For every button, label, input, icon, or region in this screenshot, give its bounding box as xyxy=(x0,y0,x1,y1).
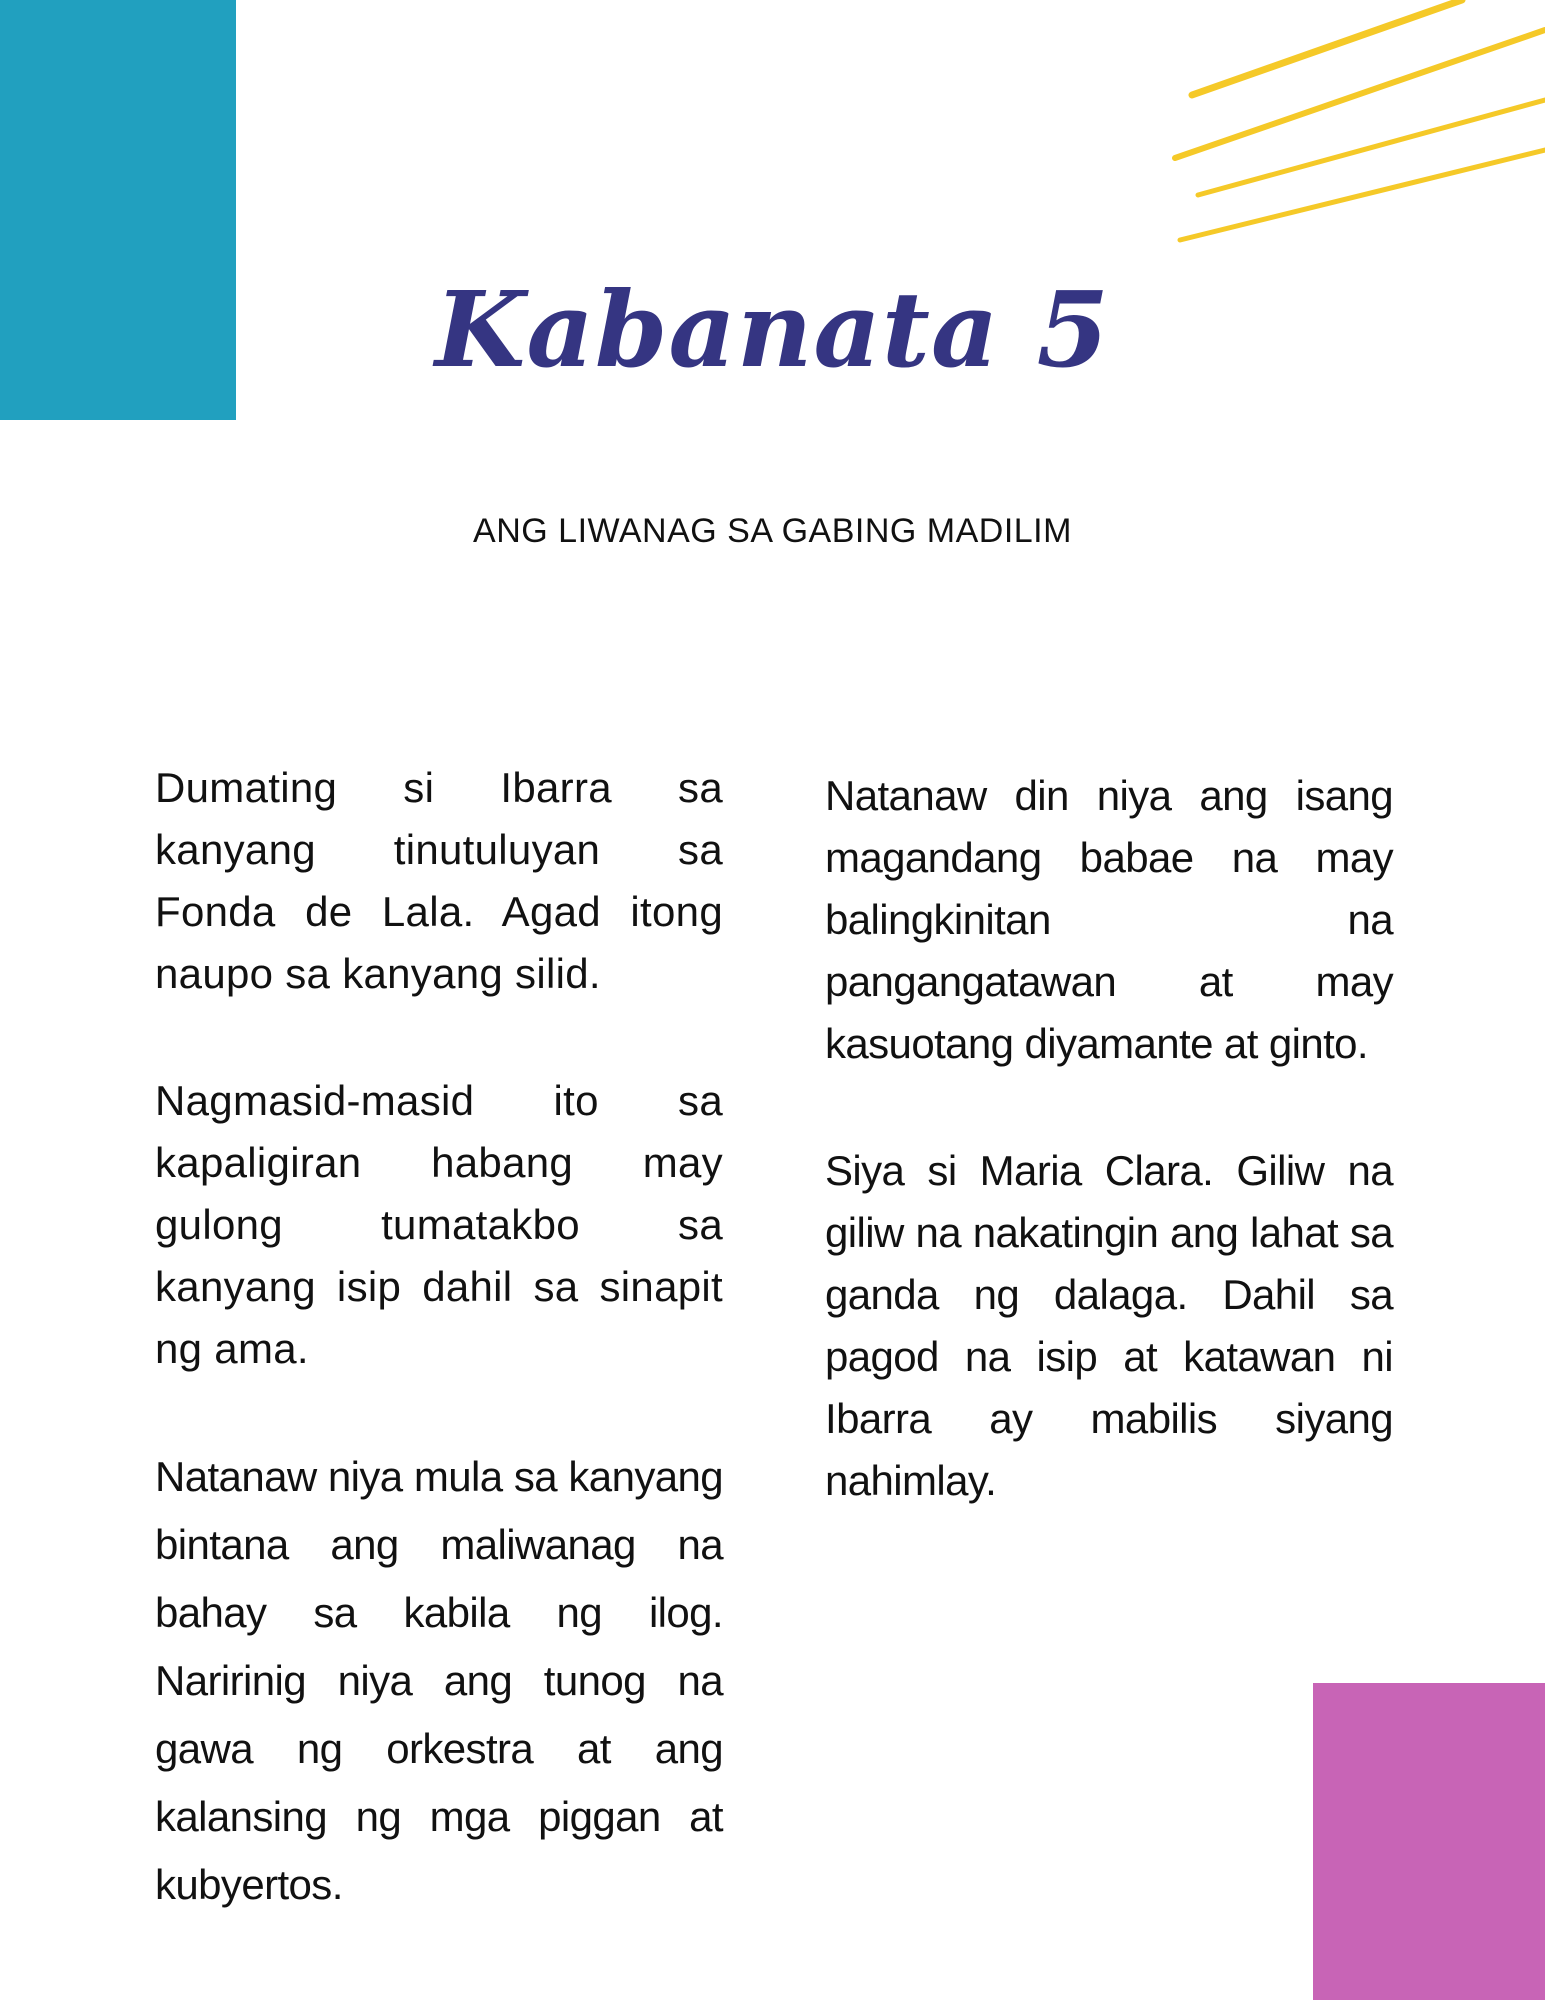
paragraph: Natanaw din niya ang isang magandang babae na may balingkinitan na pangangatawan at may kasuotang diyamante at ginto. xyxy=(825,772,1393,1067)
magenta-corner-block xyxy=(1313,1683,1545,2000)
yellow-stroke-line xyxy=(1175,30,1545,158)
yellow-stroke-line xyxy=(1198,100,1545,195)
paragraph: Nagmasid-masid ito sa kapaligiran habang may gulong tumatakbo sa kanyang isip dahil sa sinapit ng ama. xyxy=(155,1077,723,1372)
paragraph: Dumating si Ibarra sa kanyang tinutuluyan sa Fonda de Lala. Agad itong naupo sa kanyang silid. xyxy=(155,764,723,997)
chapter-subtitle: ANG LIWANAG SA GABING MADILIM xyxy=(473,512,1072,550)
paragraph: Siya si Maria Clara. Giliw na giliw na nakatingin ang lahat sa ganda ng dalaga. Dahil sa pagod na isip at katawan ni Ibarra ay mabilis siyang nahimlay. xyxy=(825,1147,1393,1504)
chapter-title: Kabanata 5 xyxy=(435,268,1110,391)
paragraph: Natanaw niya mula sa kanyang bintana ang maliwanag na bahay sa kabila ng ilog. Naririnig niya ang tunog na gawa ng orkestra at ang kalansing ng mga piggan at kubyertos. xyxy=(155,1453,723,1908)
yellow-stroke-line xyxy=(1180,150,1545,240)
yellow-stroke-line xyxy=(1192,0,1462,95)
